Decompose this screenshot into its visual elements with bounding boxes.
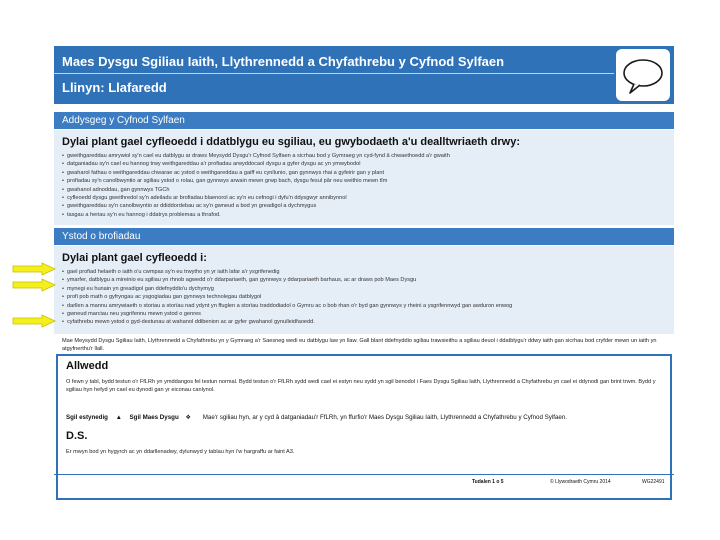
list-item: • gweithgareddau amrywiol sy'n cael eu datblygu ar draws Meysydd Dysgu'r Cyfnod Sylfaen a sicrhau bod y Gymraeg yn cyd-fynd â chwaethoedd a'r gwaith <box>62 152 666 160</box>
range-heading: Dylai plant gael cyfleoedd i: <box>62 252 207 264</box>
triangle-icon: ▲ <box>115 414 122 421</box>
list-item: • ymarfer, datblygu a mireinio eu sgiliau yn rhnob agwedd o'r ddarpariaeth, gan gynnwys y ddarpariaeth barhaus, ac ar draws pob Maes Dysgu <box>62 276 666 284</box>
area-skill-label: Sgil Maes Dysgu <box>129 414 179 421</box>
list-item: • cyfathrebu mewn ystod o gyd-destunau at wahanol ddibenion ac ar gyfer gwahanol gynulleidfaoedd. <box>62 318 666 326</box>
key-paragraph: O fewn y tabl, bydd testun o'r FfLRh yn ymddangos fel testun normal. Bydd testun o'r FfLRh sydd wedi cael ei estyn neu sydd yn sgil benodol i Faes Dysgu Sgiliau Iaith, Llythrennedd a Chyfathrebu yn cael ei ddynodi gan brint trwm. Bydd y sgiliau hyn hefyd yn cael eu dynodi gan yr eiconau canlynol. <box>66 379 656 393</box>
arrow-icon <box>12 314 56 328</box>
footer-rule <box>54 474 674 475</box>
document-code: WG22491 <box>642 479 665 485</box>
pedagogy-panel <box>54 130 674 225</box>
document-subtitle: Llinyn: Llafaredd <box>62 80 167 95</box>
list-item: • cyfleoedd dysgu gweithredol sy'n adeiladu ar brofiadau blaenorol ac sy'n eu cefnogi i dyfu'n ddysgwyr annibynnol <box>62 194 666 202</box>
title-bar <box>54 46 674 104</box>
skill-legend <box>66 414 567 421</box>
arrow-icon <box>12 278 56 292</box>
document-title: Maes Dysgu Sgiliau Iaith, Llythrennedd a Chyfathrebu y Cyfnod Sylfaen <box>62 54 505 69</box>
list-item: • gael profiad helaeth o iaith o'u cwmpas sy'n eu trwytho yn yr iaith lafar a'r ysgrifenedig <box>62 268 666 276</box>
arrow-icon <box>12 262 56 276</box>
page-number: Tudalen 1 o 5 <box>472 479 504 485</box>
list-item: • mynegi eu hunain yn greadigol gan ddefnyddio'u dychymyg <box>62 285 666 293</box>
diamond-icon: ❖ <box>185 414 192 421</box>
pedagogy-list <box>62 152 666 219</box>
pedagogy-heading: Dylai plant gael cyfleoedd i ddatblygu eu sgiliau, eu gwybodaeth a'u dealltwriaeth drwy: <box>62 136 520 148</box>
list-item: • datganiadau sy'n cael eu hannog trwy weithgareddau a'r profiadau arwyddocaol dysgu a gyfer dysgu ac yn ymwybodol <box>62 160 666 168</box>
list-item: • gwneud marciau neu ysgrifennu mewn ystod o genres <box>62 310 666 318</box>
section-bar-range: Ystod o brofiadau <box>54 228 674 245</box>
copyright: © Llywodraeth Cymru 2014 <box>550 479 611 485</box>
list-item: • gweithgareddau sy'n canolbwyntio ar ddiddordebau ac sy'n gwneud a bod yn greadigol a dychmygus <box>62 202 666 210</box>
range-list <box>62 268 666 327</box>
range-panel <box>54 246 674 334</box>
list-item: • gwahanol adnoddau, gan gynnwys TGCh <box>62 186 666 194</box>
speech-bubble-logo <box>616 49 670 101</box>
section-bar-pedagogy: Addysgeg y Cyfnod Sylfaen <box>54 112 674 129</box>
bilingual-note: Mae Meysydd Dysgu Sgiliau Iaith, Llythrennedd a Chyfathrebu yn y Gymraeg a'r Saesneg wedi eu datblygu law yn llaw. Gall blant ddefnyddio sgiliau trawsieithu a sgiliau deuol i ddatblygu'r ddwy iaith gan sicrhau bod cryfder mewn un iaith yn atgyfnerthu'r llall. <box>62 338 657 352</box>
ds-text: Er mwyn bod yn hygyrch ac yn ddarllenadwy, dylunwyd y tablau hyn i'w hargraffu ar faint A3. <box>66 449 295 455</box>
list-item: • darllen a mannu amrywiaeth o storiau a storïau nad ydynt yn ffuglen a storïau traddodiadol o Gymru ac o bob rhan o'r byd gan gynnwys y rheini a ysgrifennwyd gan awduron enwog <box>62 302 666 310</box>
extended-skill-label: Sgil estynedig <box>66 414 108 421</box>
list-item: • profi pob math o gyfryngau ac ysgogiadau gan gynnwys technolegau datblygol <box>62 293 666 301</box>
speech-bubble-icon <box>616 49 670 101</box>
list-item: • tasgau a heriau sy'n eu hannog i ddatrys problemau a thrafod. <box>62 211 666 219</box>
skill-description: Mae'r sgiliau hyn, ar y cyd â datganiadau'r FfLRh, yn ffurfio'r Maes Dysgu Sgiliau Iaith, Llythrennedd a Chyfathrebu y Cyfnod Sylfaen. <box>202 414 567 421</box>
title-divider <box>54 73 614 74</box>
ds-heading: D.S. <box>66 430 88 442</box>
list-item: • gwaharol fathau o weithgareddau chwarae ac ystod o weithgareddau a gaiff eu cynllunio, gan gynnwys rhai a gyfeirir gan y plant <box>62 169 666 177</box>
list-item: • profiadau sy'n canolbwyntio ar sgiliau ystod o rolau, gan gynnwys arwain mewn grwp bach, dysgu fesul pâr neu weithio mewn tîm <box>62 177 666 185</box>
key-heading: Allwedd <box>66 360 109 372</box>
